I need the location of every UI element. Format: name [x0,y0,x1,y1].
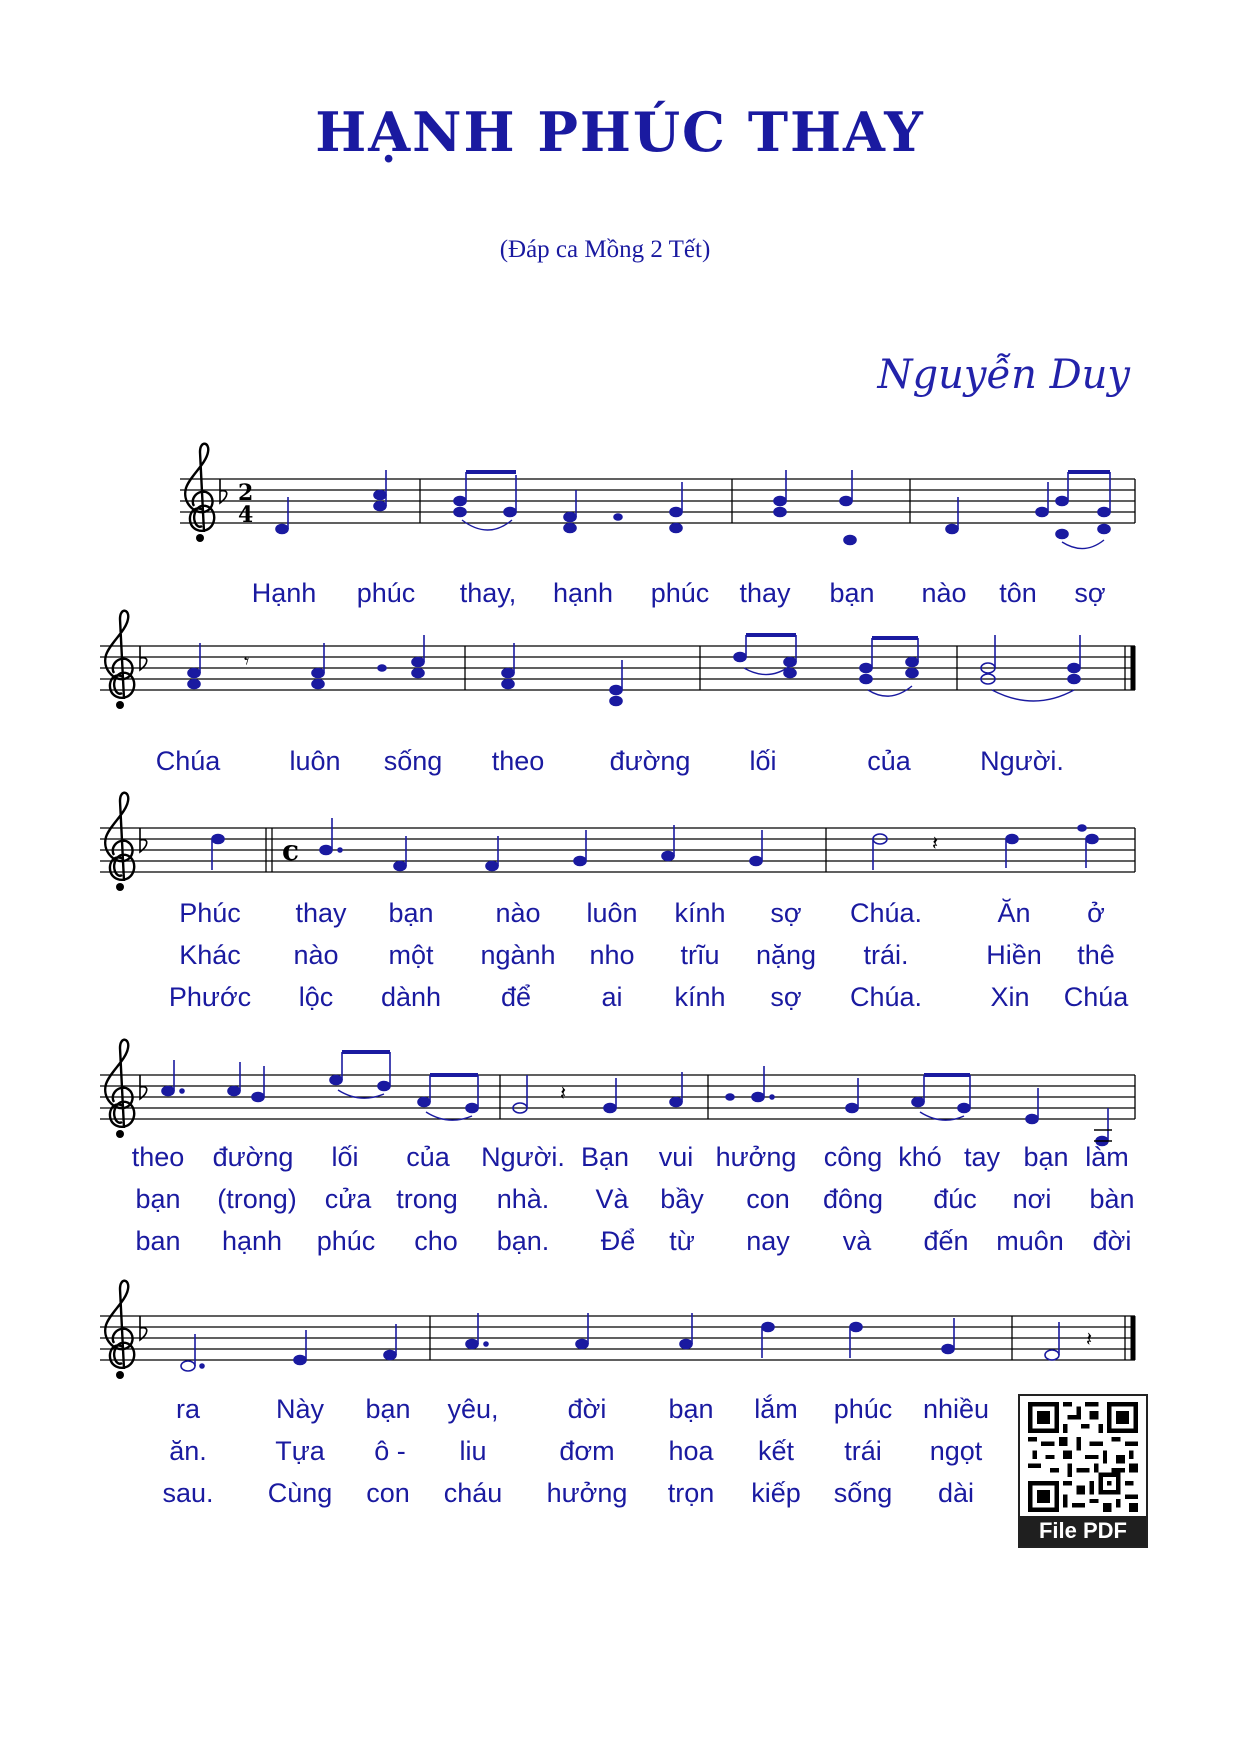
treble-clef [105,1281,134,1379]
lyric-syllable: hạnh [552,578,614,608]
lyric-syllable: Và [595,1184,629,1214]
lyric-syllable: cho [414,1226,458,1256]
lyric-syllable: luôn [586,898,638,928]
treble-clef [105,793,134,891]
flat-key-signature [140,1316,147,1340]
common-time-symbol: c [282,834,300,867]
lyric-syllable: từ [669,1226,695,1256]
lyric-syllable: đơm [559,1436,615,1466]
lyric-syllable: tay [963,1142,1001,1172]
lyric-syllable: nhà. [496,1184,550,1214]
lyric-syllable: đường [609,746,691,776]
lyric-syllable: Chúa [1063,982,1129,1012]
lyric-syllable: đến [923,1226,969,1256]
lyric-syllable: lối [331,1142,359,1172]
lyric-syllable: Người. [980,746,1064,776]
lyric-syllable: ở [1087,898,1105,928]
lyric-syllable: Khác [179,940,241,970]
lyric-syllable: kết [757,1436,795,1466]
lyric-syllable: sống [833,1478,893,1508]
lyric-syllable: liu [459,1436,487,1466]
lyric-syllable: Tựa [275,1436,325,1466]
lyric-syllable: Người. [481,1142,565,1172]
song-subtitle: (Đáp ca Mồng 2 Tết) [499,236,711,263]
lyric-syllable: bầy [660,1184,704,1214]
composer-name: Nguyễn Duy [877,352,1130,398]
qr-code-icon [1026,1402,1140,1512]
lyric-syllable: kiếp [751,1478,801,1508]
lyric-syllable: theo [491,746,545,776]
lyric-syllable: và [842,1226,872,1256]
lyric-syllable: khó [898,1142,942,1172]
lyric-syllable: nơi [1012,1184,1052,1214]
lyric-syllable: bạn [388,898,434,928]
lyric-syllable: của [867,746,911,776]
lyric-syllable: Này [275,1394,325,1424]
lyric-syllable: ban [135,1226,181,1256]
lyric-syllable: con [746,1184,790,1214]
lyric-syllable: Chúa. [849,898,923,928]
treble-clef [105,1040,134,1138]
flat-key-signature [140,646,147,670]
lyric-syllable: Chúa [155,746,221,776]
lyric-syllable: bạn [668,1394,714,1424]
time-signature-bottom: 4 [238,502,254,528]
lyric-syllable: dài [937,1478,975,1508]
lyric-syllable: tôn [999,578,1037,608]
lyric-syllable: sống [383,746,443,776]
lyric-syllable: Phúc [179,898,241,928]
lyric-syllable: luôn [289,746,341,776]
lyric-syllable: kính [674,898,726,928]
lyric-syllable: cửa [324,1184,372,1214]
lyric-syllable: Xin [990,982,1030,1012]
lyric-syllable: đông [822,1184,884,1214]
lyric-syllable: theo [131,1142,185,1172]
lyric-syllable: bàn [1089,1184,1135,1214]
lyric-syllable: hưởng [546,1478,628,1508]
lyric-syllable: bạn [829,578,875,608]
lyric-syllable: hạnh [221,1226,283,1256]
lyric-syllable: đúc [933,1184,977,1214]
lyric-syllable: trái [844,1436,882,1466]
lyric-syllable: đời [1092,1226,1132,1256]
lyric-syllable: hoa [668,1436,714,1466]
lyric-syllable: kính [674,982,726,1012]
lyric-syllable: phúc [356,578,416,608]
svg-text:𝄽: 𝄽 [1086,1327,1093,1351]
lyric-syllable: ngành [480,940,556,970]
lyric-syllable: sợ [770,982,802,1012]
lyric-syllable: trong [396,1184,458,1214]
lyric-syllable: nào [495,898,541,928]
staff-system-3 [100,828,1135,872]
lyric-syllable: bạn [135,1184,181,1214]
lyric-syllable: sau. [162,1478,214,1508]
lyric-syllable: nào [293,940,339,970]
time-signature-top: 2 [238,480,254,506]
lyric-syllable: ăn. [169,1436,207,1466]
lyric-syllable: cháu [443,1478,503,1508]
lyric-syllable: nho [589,940,635,970]
lyric-syllable: bạn. [496,1226,550,1256]
lyric-syllable: công [823,1142,883,1172]
lyric-syllable: ra [175,1394,201,1424]
lyric-syllable: con [366,1478,410,1508]
lyric-syllable: trái. [863,940,909,970]
pdf-qr-code[interactable] [1018,1394,1148,1548]
svg-text:𝄽: 𝄽 [932,831,939,855]
lyric-syllable: phúc [316,1226,376,1256]
lyric-syllable: thay [739,578,791,608]
lyric-syllable: bạn [365,1394,411,1424]
lyric-syllable: Phước [168,982,252,1012]
lyric-syllable: đường [212,1142,294,1172]
lyric-syllable: trọn [667,1478,715,1508]
notes-line-4 [162,1052,1112,1146]
lyric-syllable: dành [380,982,442,1012]
lyric-syllable: phúc [650,578,710,608]
lyric-syllable: Cùng [267,1478,333,1508]
lyric-syllable: ai [601,982,623,1012]
lyric-syllable: nặng [755,940,817,970]
treble-clef [105,611,134,709]
lyric-syllable: đời [567,1394,607,1424]
staff-system-2 [100,646,1135,690]
lyric-syllable: Để [600,1226,636,1256]
lyric-syllable: nhiều [922,1394,990,1424]
lyric-syllable: vui [658,1142,694,1172]
svg-text:𝄾: 𝄾 [244,649,250,673]
notes-line-1 [276,470,1110,549]
lyric-syllable: thay [295,898,347,928]
lyric-syllable: Hiền [986,940,1042,970]
lyric-syllable: lộc [298,982,334,1012]
flat-key-signature [220,479,227,503]
song-title: HẠNH PHÚC THAY [315,100,925,164]
svg-text:𝄽: 𝄽 [560,1081,567,1105]
lyric-syllable: ô - [374,1436,406,1466]
treble-clef [185,444,214,542]
lyric-syllable: một [388,940,434,970]
lyric-syllable: sợ [770,898,802,928]
qr-label: File PDF [1020,1516,1146,1546]
lyric-syllable: Hạnh [251,578,317,608]
lyric-syllable: sợ [1074,578,1106,608]
lyric-syllable: nay [746,1226,790,1256]
lyric-syllable: làm [1085,1142,1129,1172]
lyric-syllable: thay, [459,578,517,608]
lyric-syllable: lắm [754,1394,798,1424]
lyric-syllable: Ăn [997,898,1031,928]
notes-line-5 [181,1313,1092,1371]
lyric-syllable: phúc [833,1394,893,1424]
lyric-syllable: để [500,982,532,1012]
lyric-syllable: của [406,1142,450,1172]
lyric-syllable: (trong) [217,1184,297,1214]
staff-system-5 [100,1316,1135,1360]
flat-key-signature [140,828,147,852]
lyric-syllable: muôn [996,1226,1064,1256]
notes-line-3 [212,818,1098,871]
lyric-syllable: ngọt [929,1436,983,1466]
lyric-syllable: Chúa. [849,982,923,1012]
lyric-syllable: bạn [1023,1142,1069,1172]
lyric-syllable: yêu, [447,1394,499,1424]
lyric-syllable: Bạn [580,1142,630,1172]
lyric-syllable: lối [749,746,777,776]
lyric-syllable: thê [1077,940,1115,970]
lyric-syllable: hưởng [715,1142,797,1172]
staff-system-1 [180,479,1135,523]
flat-key-signature [140,1075,147,1099]
lyric-syllable: nào [921,578,967,608]
lyric-syllable: trĩu [680,940,720,970]
